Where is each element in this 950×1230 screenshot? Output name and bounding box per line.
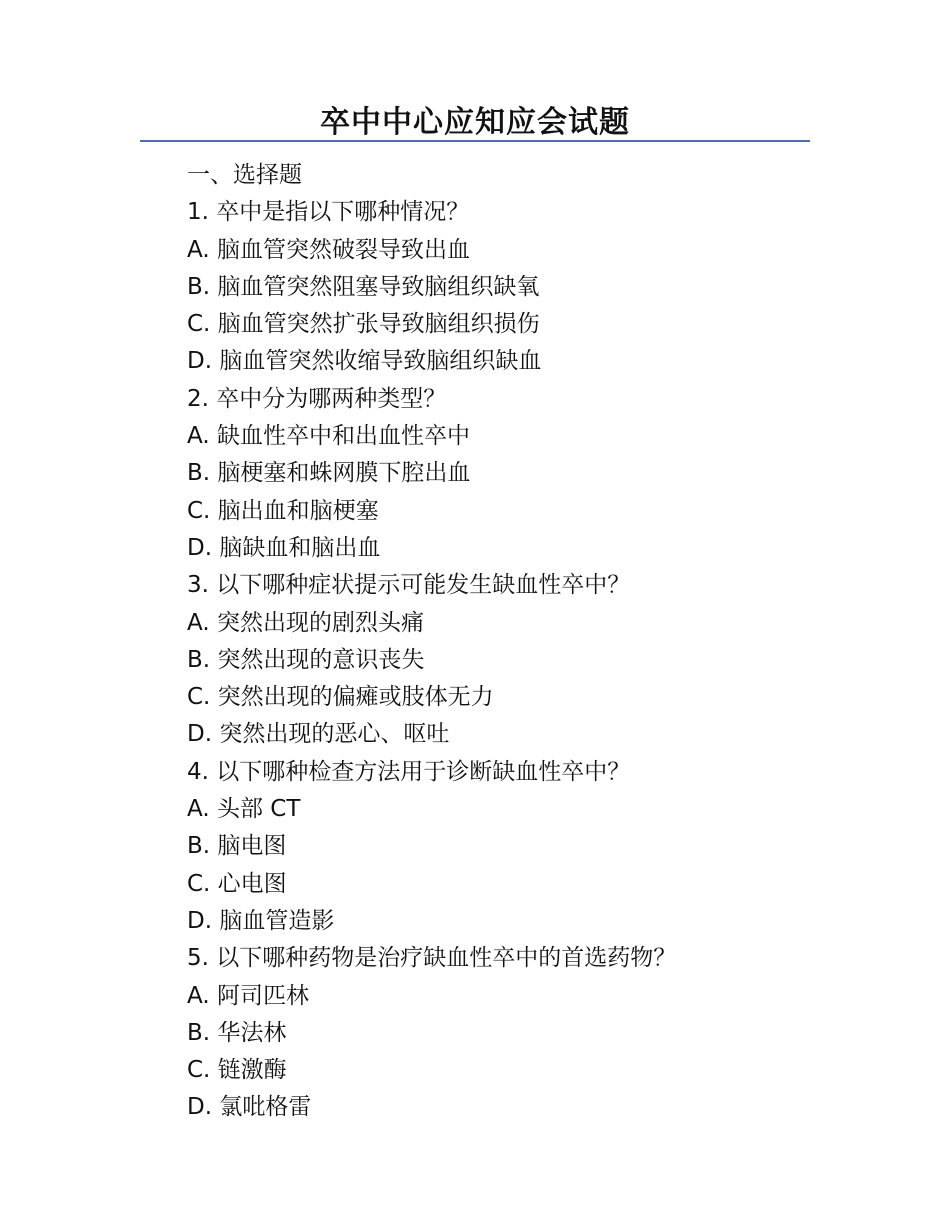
option-a: A. 缺血性卒中和出血性卒中 (187, 423, 470, 450)
option-d: D. 脑缺血和脑出血 (187, 534, 381, 561)
option-b: B. 脑血管突然阻塞导致脑组织缺氧 (187, 273, 540, 300)
question-text: 5. 以下哪种药物是治疗缺血性卒中的首选药物？ (187, 945, 677, 972)
option-a: A. 阿司匹林 (187, 982, 309, 1009)
option-c: C. 突然出现的偏瘫或肢体无力 (187, 684, 494, 711)
question-1 (187, 194, 807, 380)
title-underline (140, 140, 810, 142)
option-a: A. 头部 CT (187, 796, 301, 823)
option-d: D. 氯吡格雷 (187, 1094, 312, 1121)
option-c: C. 脑血管突然扩张导致脑组织损伤 (187, 311, 540, 338)
section-heading: 一、选择题 (187, 162, 302, 188)
option-d: D. 脑血管突然收缩导致脑组织缺血 (187, 348, 542, 375)
question-4 (187, 754, 807, 940)
question-2 (187, 381, 807, 567)
question-3 (187, 567, 807, 753)
option-c: C. 心电图 (187, 870, 287, 897)
option-a: A. 突然出现的剧烈头痛 (187, 609, 424, 636)
option-b: B. 脑电图 (187, 833, 287, 860)
option-a: A. 脑血管突然破裂导致出血 (187, 236, 470, 263)
question-5 (187, 940, 807, 1126)
document-title: 卒中中心应知应会试题 (320, 105, 630, 140)
option-b: B. 脑梗塞和蛛网膜下腔出血 (187, 460, 471, 487)
document-body (187, 157, 807, 1127)
option-d: D. 突然出现的恶心、呕吐 (187, 721, 450, 748)
option-b: B. 突然出现的意识丧失 (187, 646, 425, 673)
option-c: C. 链激酶 (187, 1057, 287, 1084)
option-c: C. 脑出血和脑梗塞 (187, 497, 379, 524)
option-b: B. 华法林 (187, 1019, 287, 1046)
question-text: 3. 以下哪种症状提示可能发生缺血性卒中？ (187, 572, 631, 599)
question-text: 1. 卒中是指以下哪种情况？ (187, 199, 470, 226)
option-d: D. 脑血管造影 (187, 907, 335, 934)
question-text: 4. 以下哪种检查方法用于诊断缺血性卒中？ (187, 758, 631, 785)
question-text: 2. 卒中分为哪两种类型？ (187, 385, 447, 412)
